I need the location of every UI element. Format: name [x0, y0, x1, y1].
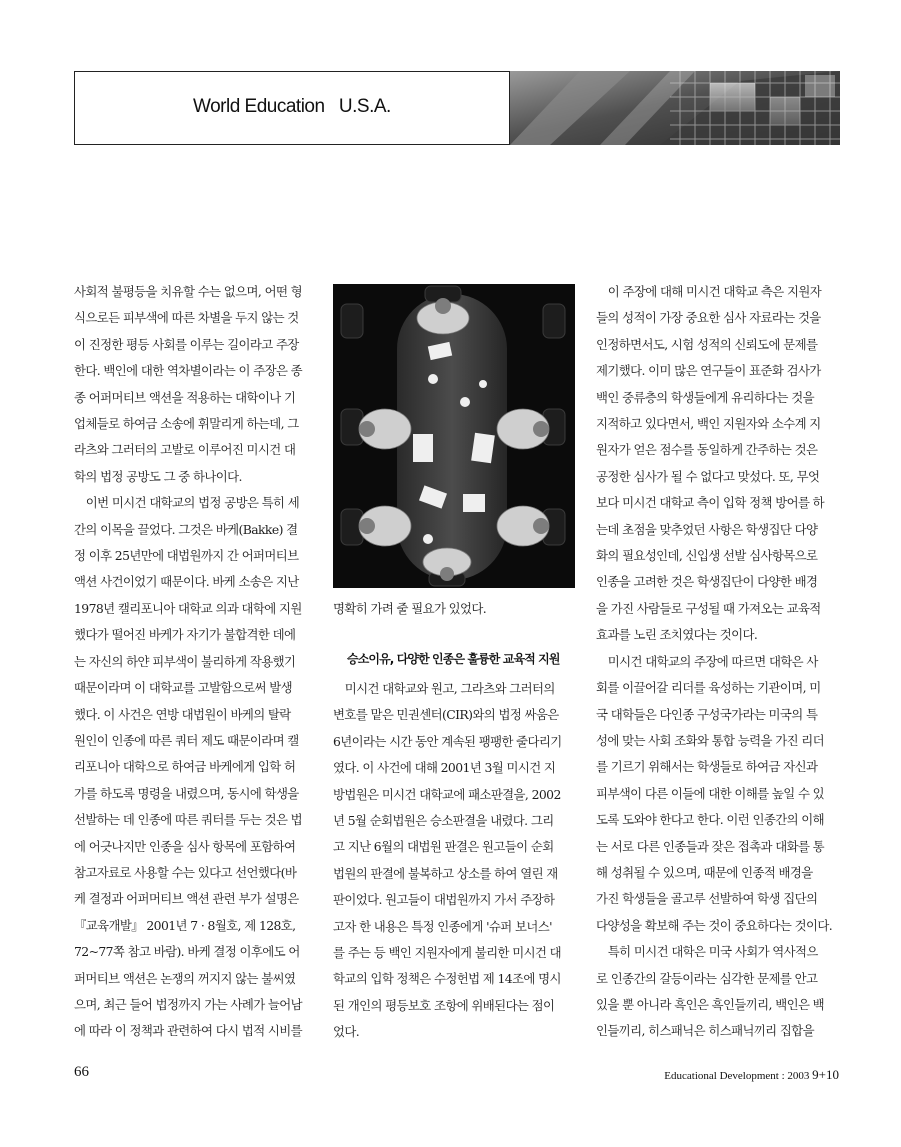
text-line: 판이었다. 원고들이 대법원까지 가서 주장하 — [333, 892, 555, 908]
text-line: 변호를 맡은 민권센터(CIR)와의 법정 싸움은 — [333, 707, 559, 723]
text-line: 특히 미시건 대학은 미국 사회가 역사적으 — [596, 944, 818, 960]
text-line: 선발하는 데 인종에 따른 쿼터를 두는 것은 법 — [74, 812, 303, 828]
text-line: 공정한 심사가 될 수 없다고 맞섰다. 또, 무엇 — [596, 468, 820, 484]
header-decorative-photo — [510, 71, 840, 145]
text-line: 업체들로 하여금 소송에 휘말리게 하는데, 그 — [74, 416, 299, 432]
article-photo — [333, 284, 575, 588]
text-line: 사회적 불평등을 치유할 수는 없으며, 어떤 형 — [74, 284, 303, 299]
text-line: 정 이후 25년만에 대법원까지 간 어퍼머티브 — [74, 548, 299, 564]
text-line: 고 지난 6월의 대법원 판결은 원고들이 순회 — [333, 839, 554, 855]
issue-number: 9+10 — [812, 1067, 839, 1082]
text-line: 회를 이끌어갈 리더를 육성하는 기관이며, 미 — [596, 680, 821, 696]
text-line: 는 서로 다른 인종들과 잦은 접촉과 대화를 통 — [596, 838, 825, 854]
text-line: 제기했다. 이미 많은 연구들이 표준화 검사가 — [596, 363, 821, 379]
text-line: 식으로든 피부색에 따른 차별을 두지 않는 것 — [74, 310, 299, 326]
text-line: 학의 법정 공방도 그 중 하나이다. — [74, 468, 242, 484]
journal-footer — [664, 1067, 839, 1083]
text-line: 인들끼리, 히스패닉은 히스패닉끼리 집합을 — [596, 1023, 815, 1039]
text-line: 명확히 가려 줄 필요가 있었다. — [333, 601, 487, 616]
meeting-table-icon — [333, 284, 575, 588]
text-line: 종 어퍼머티브 액션을 적용하는 대학이나 기 — [74, 389, 296, 405]
photo-following-text — [333, 596, 486, 622]
text-line: 원인이 인종에 따른 쿼터 제도 때문이라며 캘 — [74, 732, 299, 748]
text-line: 를 기르기 위해서는 학생들로 하여금 자신과 — [596, 759, 818, 775]
text-line: 로 인종간의 갈등이라는 심각한 문제를 안고 — [596, 970, 818, 986]
text-line: 한다. 백인에 대한 역차별이라는 이 주장은 종 — [74, 363, 303, 379]
text-line: 케 결정과 어퍼머티브 액션 관련 부가 설명은 — [74, 891, 299, 907]
text-line: 화의 필요성인데, 신입생 선발 심사항목으로 — [596, 548, 818, 564]
section-title: World Education U.S.A. — [193, 96, 391, 117]
glass-building-icon — [510, 71, 840, 145]
text-line: 리포니아 대학으로 하여금 바케에게 입학 허 — [74, 759, 296, 775]
text-line: 였다. 이 사건에 대해 2001년 3월 미시건 지 — [333, 760, 556, 776]
text-line: 미시건 대학교의 주장에 따르면 대학은 사 — [596, 653, 818, 669]
text-line: 에 따라 이 정책과 관련하여 다시 법적 시비를 — [74, 1023, 303, 1039]
article-column-right — [596, 279, 841, 1045]
text-line: 년 5월 순회법원은 승소판결을 내렸다. 그리 — [333, 813, 554, 829]
text-line: 이 진정한 평등 사회를 이루는 길이라고 주장 — [74, 336, 299, 352]
text-line: 인정하면서도, 시험 성적의 신뢰도에 문제를 — [596, 336, 818, 352]
text-line: 피부색이 다른 이들에 대한 이해를 높일 수 있 — [596, 785, 825, 801]
text-line: 들의 성적이 가장 중요한 심사 자료라는 것을 — [596, 310, 821, 326]
text-line: 었다. — [333, 1024, 360, 1040]
journal-name: Educational Development : 2003 — [664, 1070, 810, 1082]
text-line: 는 자신의 하얀 피부색이 불리하게 작용했기 — [74, 653, 296, 669]
text-line: 있을 뿐 아니라 흑인은 흑인들끼리, 백인은 백 — [596, 996, 825, 1012]
text-line: 참고자료로 사용할 수는 있다고 선언했다(바 — [74, 864, 297, 880]
text-line: 고자 한 내용은 특정 인종에게 '슈퍼 보너스' — [333, 918, 552, 934]
text-line: 6년이라는 시간 동안 계속된 팽팽한 줄다리기 — [333, 733, 562, 749]
text-line: 을 가진 사람들로 구성될 때 가져오는 교육적 — [596, 600, 821, 616]
text-line: 미시건 대학교와 원고, 그라츠와 그러터의 — [333, 681, 555, 696]
text-line: 도록 도와야 한다고 한다. 이런 인종간의 이해 — [596, 812, 825, 828]
text-line: 를 주는 등 백인 지원자에게 불리한 미시건 대 — [333, 945, 562, 961]
section-header — [74, 71, 510, 145]
text-line: 원자가 얻은 점수를 동일하게 간주하는 것은 — [596, 442, 818, 458]
text-line: 퍼머티브 액션은 논쟁의 꺼지지 않는 불씨였 — [74, 970, 296, 986]
text-line: 지적하고 있다면서, 백인 지원자와 소수계 지 — [596, 416, 821, 432]
text-line: 백인 중류층의 학생들에게 유리하다는 것을 — [596, 389, 815, 405]
text-line: 72~77쪽 참고 바람). 바케 결정 이후에도 어 — [74, 944, 300, 960]
text-line: 된 개인의 평등보호 조항에 위배된다는 점이 — [333, 997, 555, 1013]
text-line: 때문이라며 이 대학교를 고발함으로써 발생 — [74, 680, 293, 696]
text-line: 해 성취될 수 있으며, 때문에 인종적 배경을 — [596, 864, 813, 880]
article-column-left — [74, 279, 314, 1045]
text-line: 1978년 캘리포니아 대학교 의과 대학에 지원 — [74, 600, 302, 616]
text-line: 국 대학들은 다인종 구성국가라는 미국의 특 — [596, 706, 818, 722]
text-line: 했다. 이 사건은 연방 대법원이 바케의 탈락 — [74, 706, 291, 722]
text-line: 라츠와 그러터의 고발로 이루어진 미시건 대 — [74, 442, 296, 458]
text-line: 가를 하도록 명령을 내렸으며, 동시에 학생을 — [74, 785, 299, 801]
article-column-middle — [333, 676, 577, 1046]
text-line: 인종을 고려한 것은 학생집단이 다양한 배경 — [596, 574, 818, 590]
text-line: 효과를 노린 조치였다는 것이다. — [596, 627, 758, 643]
text-line: 성에 맞는 사회 조화와 통합 능력을 가진 리더 — [596, 732, 825, 748]
text-line: 방법원은 미시건 대학교에 패소판결을, 2002 — [333, 786, 561, 802]
text-line: 보다 미시건 대학교 측이 입학 정책 방어를 하 — [596, 495, 825, 511]
text-line: 학교의 입학 정책은 수정헌법 제 14조에 명시 — [333, 971, 561, 987]
text-line: 가진 학생들을 골고루 선발하여 학생 집단의 — [596, 891, 818, 907]
section-subheading: 승소이유, 다양한 인종은 훌륭한 교육적 지원 — [347, 652, 560, 666]
text-line: 법원의 판결에 불복하고 상소를 하여 열린 재 — [333, 865, 558, 881]
text-line: 으며, 최근 들어 법정까지 가는 사례가 늘어남 — [74, 996, 303, 1012]
page-number: 66 — [74, 1064, 89, 1080]
text-line: 에 어긋나지만 인종을 심사 항목에 포함하여 — [74, 838, 296, 854]
text-line: 는데 초점을 맞추었던 사항은 학생집단 다양 — [596, 521, 818, 537]
text-line: 했다가 떨어진 바케가 자기가 불합격한 데에 — [74, 627, 296, 643]
text-line: 이번 미시건 대학교의 법정 공방은 특히 세 — [74, 495, 300, 511]
text-line: 액션 사건이었기 때문이다. 바케 소송은 지난 — [74, 574, 299, 590]
text-line: 간의 이목을 끌었다. 그것은 바케(Bakke) 결 — [74, 521, 298, 537]
text-line: 『교육개발』 2001년 7 · 8월호, 제 128호, — [74, 917, 296, 933]
text-line: 이 주장에 대해 미시건 대학교 측은 지원자 — [596, 284, 822, 299]
text-line: 다양성을 확보해 주는 것이 중요하다는 것이다. — [596, 917, 833, 933]
